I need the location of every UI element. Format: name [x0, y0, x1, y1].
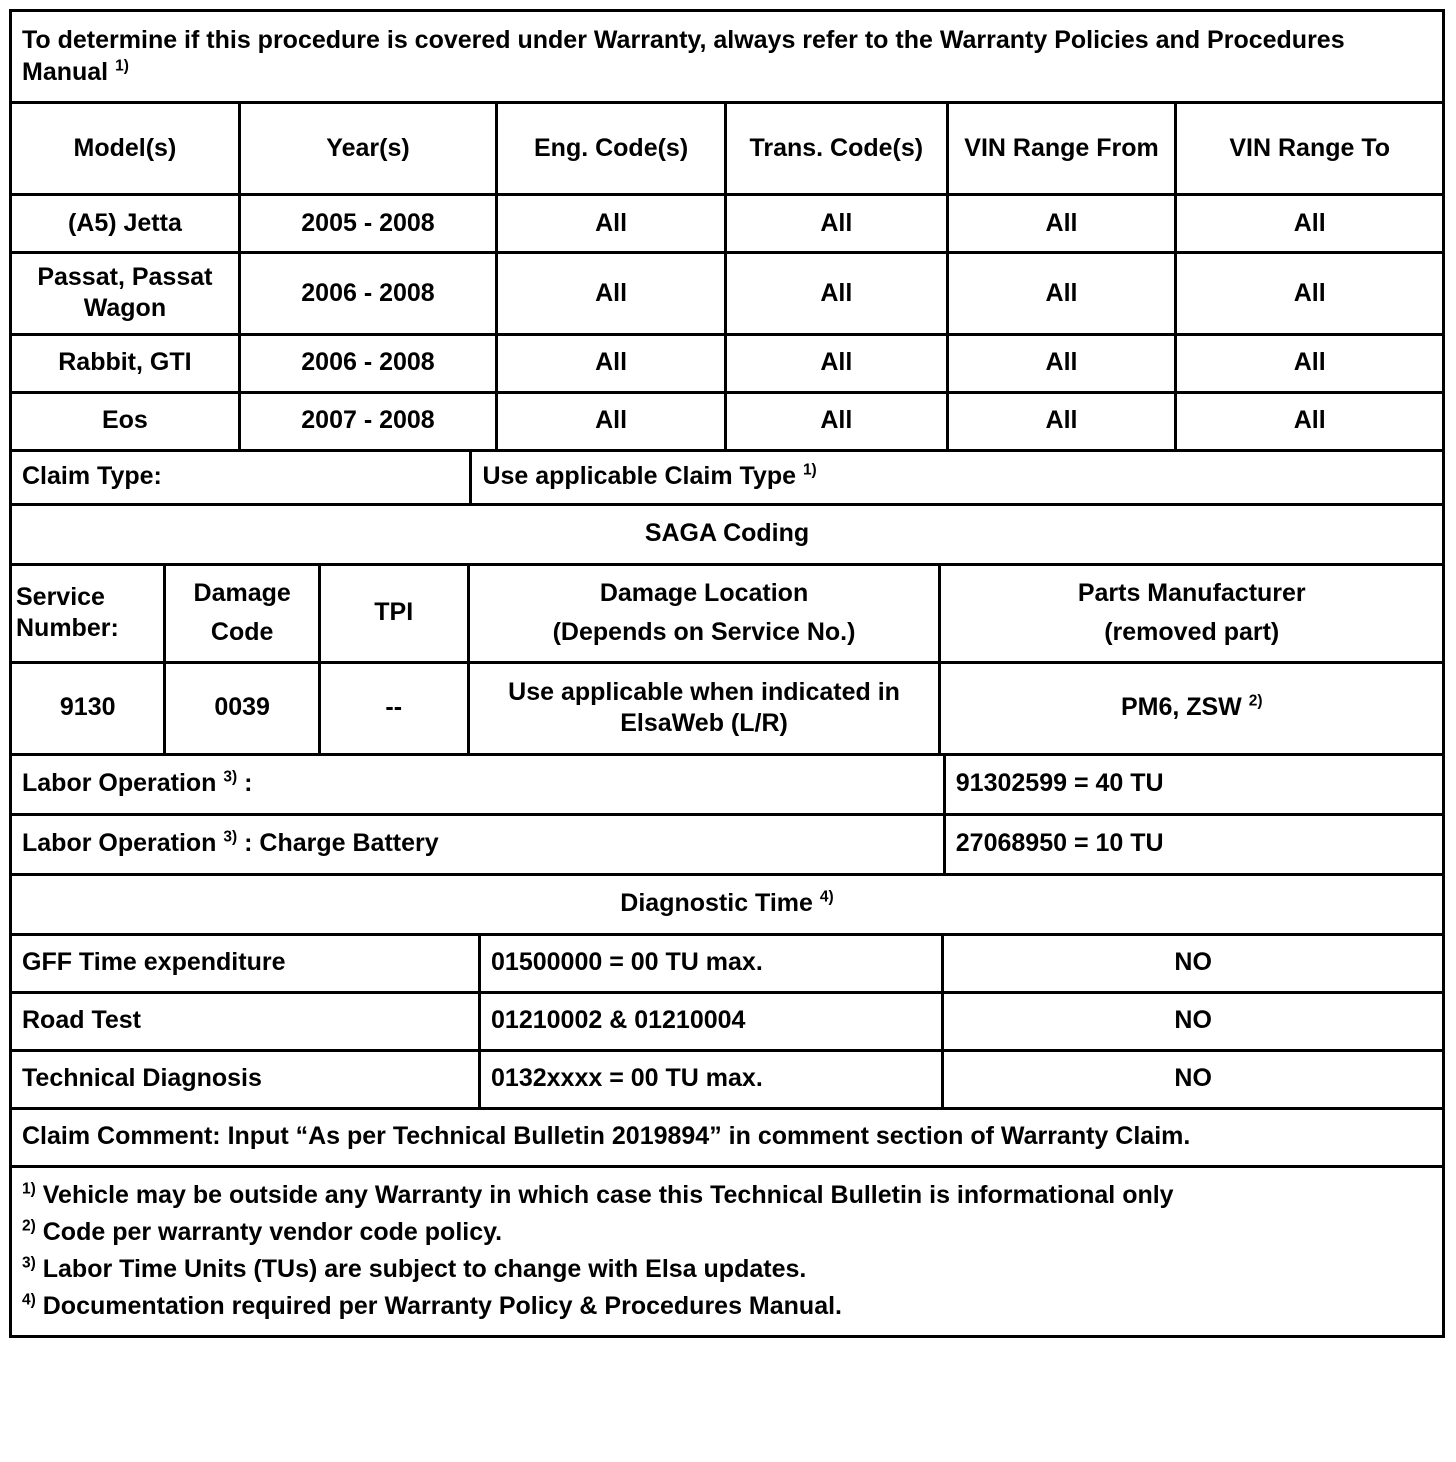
header-vin-to: VIN Range To — [1177, 104, 1442, 196]
trans-cell: All — [727, 394, 949, 452]
intro-text — [22, 25, 1432, 88]
year-cell: 2006 - 2008 — [241, 336, 498, 394]
intro-cell — [12, 12, 1442, 104]
header-models: Model(s) — [12, 104, 241, 196]
diagnostic-code: 01500000 = 00 TU max. — [481, 936, 944, 994]
labor-footnote-ref: 3) — [223, 829, 238, 847]
header-eng-codes: Eng. Code(s) — [498, 104, 727, 196]
labor-operation-row-2 — [12, 816, 1442, 876]
saga-header-damage-code — [166, 566, 320, 664]
claim-comment-row — [12, 1110, 1442, 1168]
trans-cell: All — [727, 254, 949, 336]
intro-text-main: To determine if this procedure is covered under Warranty, always refer to the Warranty Policies and Procedures Manual — [22, 26, 1345, 86]
footnote-text: Vehicle may be outside any Warranty in which case this Technical Bulletin is informational only — [35, 1180, 1174, 1209]
claim-type-value-text: Use applicable Claim Type — [482, 462, 803, 491]
footnote-marker: 4) — [22, 1291, 36, 1309]
footnote-2 — [22, 1217, 1174, 1248]
damage-location-value: Use applicable when indicated in ElsaWeb (L/R) — [470, 664, 942, 756]
labor-operation-row-1 — [12, 756, 1442, 816]
parts-manufacturer-footnote-ref: 2) — [1248, 693, 1263, 711]
diagnostic-label: Road Test — [12, 994, 481, 1052]
vin-from-cell: All — [949, 394, 1178, 452]
model-cell: (A5) Jetta — [12, 196, 241, 254]
header-years: Year(s) — [241, 104, 498, 196]
parts-manufacturer-text: PM6, ZSW — [1120, 693, 1249, 722]
saga-title-row — [12, 506, 1442, 566]
saga-header-damage-location — [470, 566, 942, 664]
saga-header-row — [12, 566, 1442, 664]
diagnostic-flag: NO — [944, 994, 1442, 1052]
vin-to-cell: All — [1177, 254, 1442, 336]
footnote-1 — [22, 1180, 1174, 1211]
eng-cell: All — [498, 336, 727, 394]
damage-code-line1: Damage — [193, 578, 291, 607]
header-vin-from: VIN Range From — [949, 104, 1178, 196]
parts-manufacturer-value — [941, 664, 1442, 756]
diagnostic-row-gff — [12, 936, 1442, 994]
parts-manufacturer-line2: (removed part) — [1104, 618, 1280, 646]
eng-cell: All — [498, 196, 727, 254]
labor-operation-value: 27068950 = 10 TU — [946, 816, 1442, 876]
saga-title: SAGA Coding — [12, 506, 1442, 566]
diagnostic-code: 01210002 & 01210004 — [481, 994, 944, 1052]
damage-location-line2: (Depends on Service No.) — [552, 618, 856, 646]
vehicle-row-jetta — [12, 196, 1442, 254]
service-number-value: 9130 — [12, 664, 166, 756]
vin-to-cell: All — [1177, 394, 1442, 452]
labor-operation-label — [12, 756, 946, 816]
eng-cell: All — [498, 394, 727, 452]
vin-from-cell: All — [949, 336, 1178, 394]
diagnostic-row-technical-diagnosis — [12, 1052, 1442, 1110]
claim-type-value — [472, 452, 1442, 506]
labor-label-suffix: : — [237, 769, 253, 798]
year-cell: 2007 - 2008 — [241, 394, 498, 452]
parts-manufacturer-line1: Parts Manufacturer — [1077, 578, 1306, 607]
claim-type-row — [12, 452, 1442, 506]
vehicle-header-row — [12, 104, 1442, 196]
tpi-value: -- — [321, 664, 470, 756]
vin-from-cell: All — [949, 254, 1178, 336]
year-cell: 2006 - 2008 — [241, 254, 498, 336]
diagnostic-label: Technical Diagnosis — [12, 1052, 481, 1110]
intro-footnote-ref: 1) — [115, 57, 129, 75]
diagnostic-title-row — [12, 876, 1442, 936]
vin-to-cell: All — [1177, 336, 1442, 394]
diagnostic-flag: NO — [944, 1052, 1442, 1110]
trans-cell: All — [727, 196, 949, 254]
vin-from-cell: All — [949, 196, 1178, 254]
diagnostic-code: 0132xxxx = 00 TU max. — [481, 1052, 944, 1110]
model-cell: Eos — [12, 394, 241, 452]
labor-operation-value: 91302599 = 40 TU — [946, 756, 1442, 816]
eng-cell: All — [498, 254, 727, 336]
footnote-marker: 1) — [22, 1180, 36, 1198]
footnote-text: Documentation required per Warranty Policy & Procedures Manual. — [35, 1292, 842, 1321]
damage-code-line2: Code — [210, 618, 274, 646]
labor-label-text: Labor Operation — [22, 769, 224, 798]
claim-type-footnote-ref: 1) — [802, 462, 817, 480]
footnote-marker: 2) — [22, 1217, 36, 1235]
footnote-3 — [22, 1254, 1174, 1285]
diagnostic-footnote-ref: 4) — [819, 889, 834, 907]
labor-label-suffix: : Charge Battery — [237, 829, 439, 858]
saga-data-row — [12, 664, 1442, 756]
header-trans-codes: Trans. Code(s) — [727, 104, 949, 196]
labor-footnote-ref: 3) — [223, 769, 238, 787]
model-cell: Rabbit, GTI — [12, 336, 241, 394]
labor-label-text: Labor Operation — [22, 829, 224, 858]
diagnostic-row-road-test — [12, 994, 1442, 1052]
vehicle-row-eos — [12, 394, 1442, 452]
model-cell: Passat, Passat Wagon — [12, 254, 241, 336]
footnote-marker: 3) — [22, 1254, 36, 1272]
damage-location-line1: Damage Location — [599, 578, 809, 607]
footnote-text: Labor Time Units (TUs) are subject to change with Elsa updates. — [35, 1255, 807, 1283]
vin-to-cell: All — [1177, 196, 1442, 254]
saga-header-service-number: Service Number: — [12, 566, 166, 664]
diagnostic-flag: NO — [944, 936, 1442, 994]
diagnostic-title-text: Diagnostic Time — [620, 889, 820, 918]
vehicle-row-passat — [12, 254, 1442, 336]
footnotes-row — [12, 1168, 1442, 1335]
footnote-text: Code per warranty vendor code policy. — [35, 1217, 503, 1246]
year-cell: 2005 - 2008 — [241, 196, 498, 254]
trans-cell: All — [727, 336, 949, 394]
claim-comment: Claim Comment: Input “As per Technical Bulletin 2019894” in comment section of Warranty Claim. — [12, 1110, 1442, 1168]
damage-code-value: 0039 — [166, 664, 320, 756]
saga-header-parts-manufacturer — [941, 566, 1442, 664]
labor-operation-label — [12, 816, 946, 876]
footnote-4 — [22, 1291, 1174, 1322]
diagnostic-label: GFF Time expenditure — [12, 936, 481, 994]
footnotes-cell — [12, 1168, 1442, 1335]
intro-row — [12, 12, 1442, 104]
diagnostic-title — [12, 876, 1442, 936]
footnotes-list — [12, 1168, 1184, 1335]
saga-header-tpi: TPI — [321, 566, 470, 664]
claim-type-label: Claim Type: — [12, 452, 472, 506]
warranty-table — [9, 9, 1445, 1338]
vehicle-row-rabbit — [12, 336, 1442, 394]
